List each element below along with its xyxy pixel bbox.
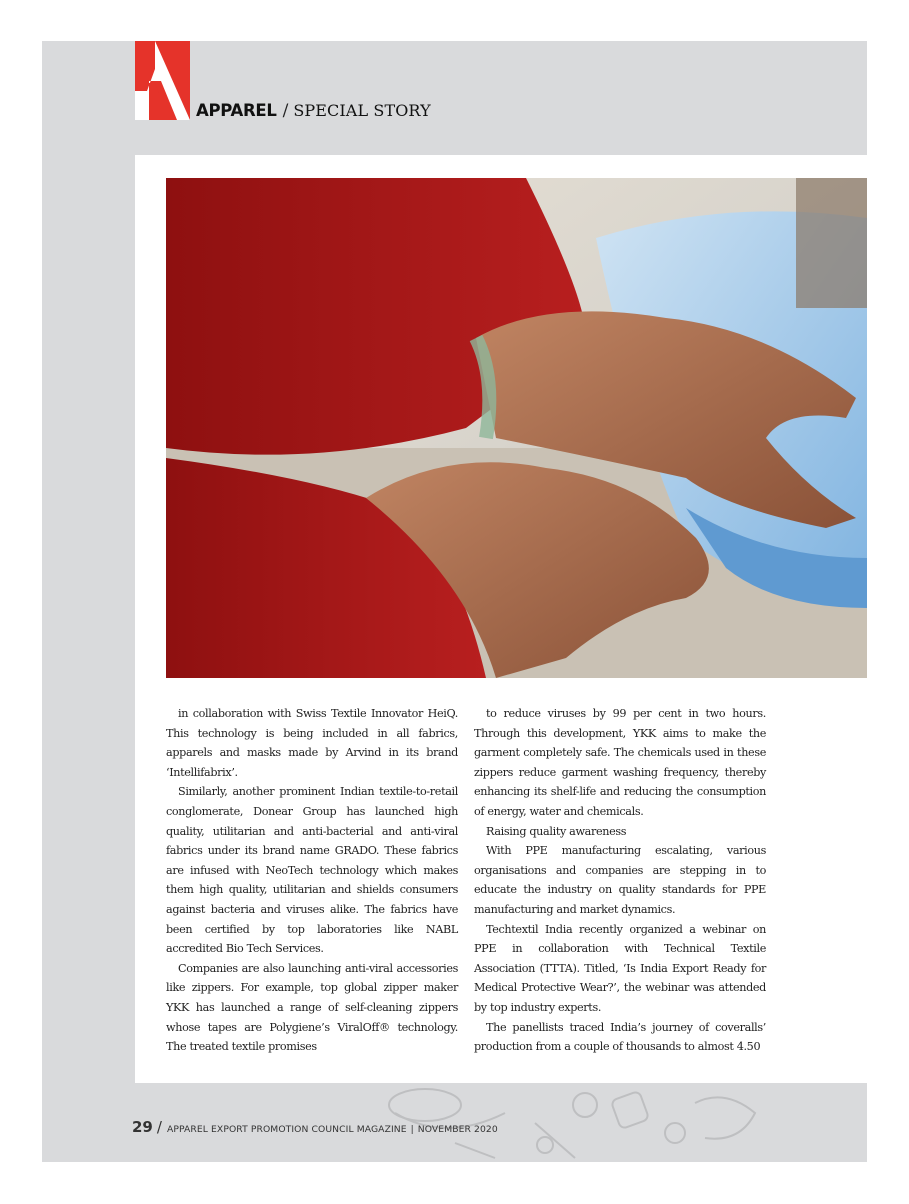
paragraph: to reduce viruses by 99 per cent in two hours. Through this development, YKK aims to make the garment completely safe. The chemicals used in these zippers reduce garment washing frequency, thereby enhancing its shelf-life and reducing the consumption of energy, water and chemicals. [474, 707, 766, 818]
section-name: APPAREL [196, 101, 277, 120]
section-subtitle: SPECIAL STORY [293, 101, 431, 120]
paragraph: in collaboration with Swiss Textile Innovator HeiQ. This technology is being included in all fabrics, apparels and masks made by Arvind in its brand ‘Intellifabrix’. [166, 707, 458, 779]
footer-slash: / [156, 1118, 162, 1136]
magazine-logo [135, 41, 190, 120]
article-column-left [166, 704, 458, 1064]
paragraph: With PPE manufacturing escalating, various organisations and companies are stepping in to educate the industry on quality standards for PPE manufacturing and market dynamics. [474, 844, 766, 916]
article-photo [166, 178, 867, 678]
section-header [196, 101, 431, 123]
paragraph: Techtextil India recently organized a webinar on PPE in collaboration with Technical Textile Association (TTTA). Titled, ‘Is India Export Ready for Medical Protective Wear?’, the webinar was attended by top industry experts. [474, 922, 766, 1014]
section-separator: / [282, 101, 289, 121]
photo-hands-sewing-icon [166, 178, 867, 678]
page-footer [132, 1118, 498, 1140]
article-column-right [474, 704, 766, 1064]
magazine-name: APPAREL EXPORT PROMOTION COUNCIL MAGAZINE [166, 1124, 407, 1135]
subheading: Raising quality awareness [486, 824, 627, 838]
page-number: 29 [132, 1118, 153, 1136]
paragraph: Similarly, another prominent Indian textile-to-retail conglomerate, Donear Group has launched high quality, utilitarian and anti-bacterial and anti-viral fabrics under its brand name GRADO. These fabrics are infused with NeoTech technology which makes them high quality, utilitarian and shields consumers against bacteria and viruses alike. The fabrics have been certified by top laboratories like NABL accredited Bio Tech Services. [166, 785, 458, 956]
issue-date: NOVEMBER 2020 [417, 1124, 498, 1135]
paragraph: Companies are also launching anti-viral accessories like zippers. For example, top global zipper maker YKK has launched a range of self-cleaning zippers whose tapes are Polygiene’s ViralOff® technology. The treated textile promises [166, 961, 458, 1054]
paragraph: The panellists traced India’s journey of coveralls’ production from a couple of thousands to almost 4.50 [474, 1020, 766, 1054]
footer-divider: | [410, 1124, 414, 1135]
logo-a-icon [135, 41, 190, 120]
